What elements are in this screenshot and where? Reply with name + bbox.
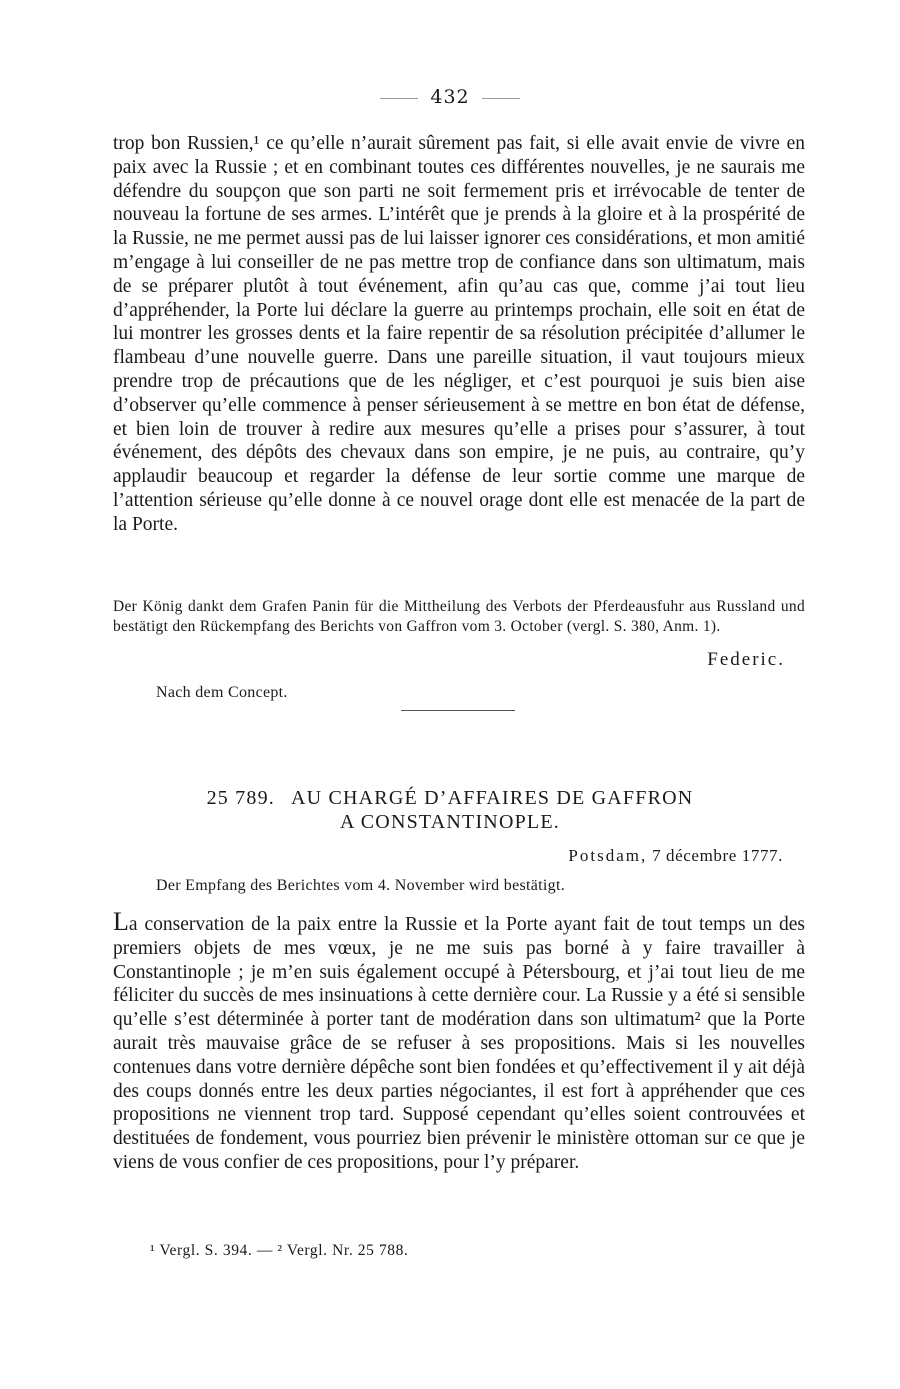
letter-dropcap: L [113, 907, 129, 936]
letter-heading-line-1 [0, 786, 900, 810]
letter-place: Potsdam, [568, 846, 648, 865]
letter-heading [0, 786, 900, 834]
summary-note [113, 597, 805, 637]
source-note: Nach dem Concept. [156, 684, 288, 701]
letter-body-content: a conservation de la paix entre la Russie et la Porte ayant fait de tout temps un des premiers objets de mes vœux, je ne me suis pas borné à y faire travailler à Constantinople ; je m’en suis également occupé à Pétersbourg, et j’ai tout lieu de me féliciter du succès de mes insinuations à cette dernière cour. La Russie y a été si sensible qu’elle s’est déterminée à porter tant de modération dans son ultimatum² que la Porte aurait très mauvaise grâce de se refuser à ses propositions. Mais si les nouvelles contenues dans votre dernière dépêche sont bien fondées et qu’effectivement il y ait déjà des coups donnés entre les deux parties négociantes, il est fort à appréhender que ces propositions ne viennent trop tard. Supposé cependant qu’elles soient controuvées et destituées de fondement, vous pourriez bien prévenir le ministère ottoman sur ce que je viens de vous confier de ces propositions, pour l’y préparer. [113, 914, 805, 1173]
place-date [568, 846, 783, 866]
summary-note-text: Der König dankt dem Grafen Panin für die Mittheilung des Verbots der Pferdeausfuhr aus Russland und bestätigt den Rückempfang des Berichts von Gaffron vom 3. October (vergl. S. 380, Anm. 1). [113, 598, 805, 635]
header-rule-left [380, 98, 418, 99]
body-paragraph-1 [113, 132, 805, 537]
body-paragraph-1-text: trop bon Russien,¹ ce qu’elle n’aurait sûrement pas fait, si elle avait envie de vivre en paix avec la Russie ; et en combinant toutes ces différentes nouvelles, je ne saurais me défendre du soupçon que son parti ne soit fermement pris et irrévocable de tenter de nouveau la fortune de ses armes. L’intérêt que je prends à la gloire et à la prospérité de la Russie, ne me permet aussi pas de lui laisser ignorer ces considérations, et mon amitié m’engage à lui conseiller de ne pas mettre trop de confiance dans son ultimatum, mais de se préparer plutôt à tout événement, afin qu’au cas que, comme j’ai tout lieu d’appréhender, la Porte lui déclare la guerre au printemps prochain, elle soit en état de lui montrer les grosses dents et la faire repentir de sa résolution précipitée d’allumer le flambeau d’une nouvelle guerre. Dans une pareille situation, il vaut toujours mieux prendre trop de précautions que de les négliger, et c’est pourquoi je suis bien aise d’observer qu’elle commence à penser sérieusement à se mettre en bon état de défense, et bien loin de trouver à redire aux mesures qu’elle a prises pour s’assurer, à tout événement, des dépôts des chevaux dans son empire, je ne puis, au contraire, qu’y applaudir beaucoup et regarder la défense de leur sortie comme une marque de l’attention sérieuse qu’elle donne à ce nouvel orage dont elle est menacée de la part de la Porte. [113, 133, 805, 535]
page-number-text: 432 [430, 86, 470, 108]
receipt-note: Der Empfang des Berichtes vom 4. November wird bestätigt. [156, 877, 565, 894]
letter-heading-line-2: A CONSTANTINOPLE. [340, 811, 560, 833]
letter-body-text [113, 907, 805, 1175]
letter-heading-title: AU CHARGÉ D’AFFAIRES DE GAFFRON [290, 787, 694, 809]
header-rule-right [482, 98, 520, 99]
signature: Federic. [707, 649, 785, 670]
letter-date: 7 décembre 1777. [652, 846, 783, 865]
footnotes: ¹ Vergl. S. 394. — ² Vergl. Nr. 25 788. [150, 1242, 409, 1259]
letter-body [113, 907, 805, 1175]
letter-number: 25 789. [206, 787, 275, 809]
section-divider [401, 710, 515, 711]
page-number [0, 86, 900, 108]
